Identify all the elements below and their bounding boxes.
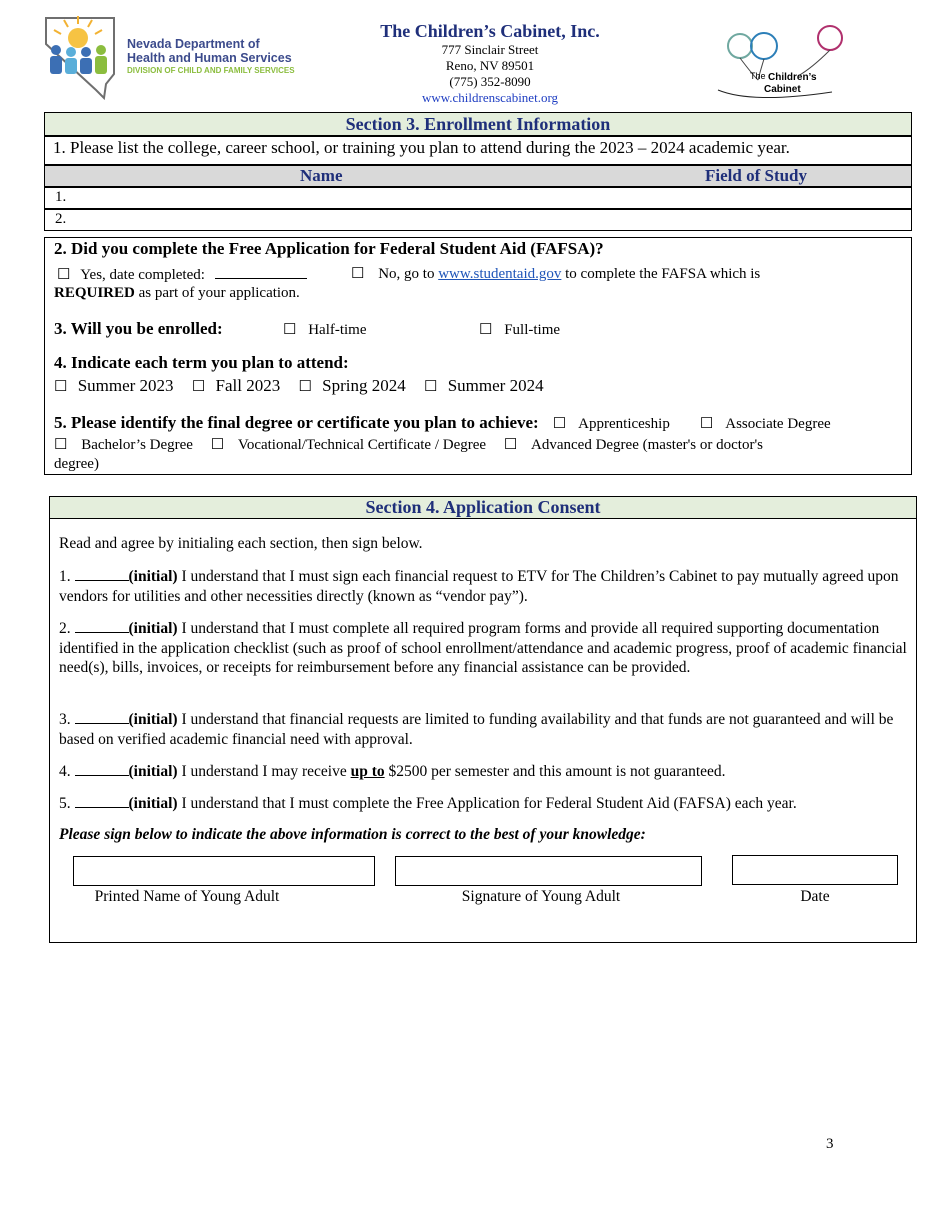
q3-halftime-label: Half-time — [308, 322, 367, 338]
q4-terms — [54, 376, 544, 396]
date-label: Date — [800, 888, 830, 905]
q3-halftime — [283, 320, 367, 339]
q5-bachelor-checkbox[interactable]: ☐ — [54, 437, 68, 453]
org-website-link[interactable]: www.childrenscabinet.org — [421, 90, 559, 105]
signature-field[interactable] — [395, 856, 702, 886]
section3-title: Section 3. Enrollment Information — [44, 112, 912, 136]
q5-vocational-checkbox[interactable]: ☐ — [210, 437, 225, 453]
q2-no-suffix: to complete the FAFSA which is — [565, 266, 761, 282]
term-summer-2023-label: Summer 2023 — [77, 376, 174, 395]
consent-item-4-num: 4. — [59, 763, 71, 780]
q2-no-row — [351, 264, 760, 283]
childrens-cabinet-logo — [712, 24, 852, 104]
school-row-2-num: 2. — [55, 211, 67, 227]
consent-item-3 — [59, 709, 907, 749]
q5-vocational-label: Vocational/Technical Certificate / Degree — [237, 437, 487, 453]
studentaid-link[interactable]: www.studentaid.gov — [438, 266, 562, 282]
balloons-icon — [712, 24, 852, 104]
org-name: The Children’s Cabinet, Inc. — [380, 21, 600, 41]
consent-intro: Read and agree by initialing each section, then sign below. — [59, 535, 423, 552]
q2-no-checkbox[interactable]: ☐ — [351, 266, 365, 282]
printed-name-label: Printed Name of Young Adult — [94, 888, 280, 905]
consent-item-2-text: I understand that I must complete all required program forms and provide all required supporting documentation identified in the application checklist (such as proof of school enrollment/attendance and academic progress, proof of academic financial need(s), bills, invoices, or receipts for reimbursement before any financial assistance can be provided. — [59, 620, 907, 676]
org-phone: (775) 352-8090 — [449, 74, 531, 89]
initial-label-2: (initial) — [128, 620, 178, 637]
initial-label-1: (initial) — [128, 568, 178, 585]
section3-q1: 1. Please list the college, career school, or training you plan to attend during the 2023 – 2024 academic year. — [44, 136, 912, 165]
section4-title: Section 4. Application Consent — [49, 496, 917, 519]
consent-item-1-text: I understand that I must sign each financial request to ETV for The Children’s Cabinet to pay mutually agreed upon vendors for utilities and other necessities directly (known as “vendor pay”). — [59, 568, 899, 605]
q3-halftime-checkbox[interactable]: ☐ — [283, 322, 297, 338]
term-summer-2024-label: Summer 2024 — [447, 376, 544, 395]
consent-item-2-num: 2. — [59, 620, 71, 637]
initial-field-2[interactable] — [75, 618, 129, 633]
consent-item-5 — [59, 793, 907, 814]
q2-no-prefix: No, go to — [378, 266, 435, 282]
col-field-header: Field of Study — [705, 166, 808, 185]
q5-advanced-label: Advanced Degree (master's or doctor's — [531, 437, 763, 453]
initial-field-4[interactable] — [75, 761, 129, 776]
org-city: Reno, NV 89501 — [445, 58, 535, 73]
cc-logo-the: The — [750, 71, 766, 81]
q5-bachelor-label: Bachelor’s Degree — [81, 437, 193, 453]
q5-row2 — [54, 435, 763, 454]
term-fall-2023-label: Fall 2023 — [215, 376, 281, 395]
q4-question: 4. Indicate each term you plan to attend: — [54, 353, 349, 372]
q5-associate-label: Associate Degree — [725, 416, 831, 432]
cc-logo-children: Children’s — [768, 72, 817, 83]
consent-item-3-text: I understand that financial requests are limited to funding availability and that funds are not guaranteed and will be based on verified academic financial need with approval. — [59, 711, 894, 748]
enrollment-questions — [44, 237, 912, 475]
q3-fulltime-label: Full-time — [504, 322, 561, 338]
term-summer-2023-checkbox[interactable]: ☐ — [54, 379, 68, 395]
consent-item-5-num: 5. — [59, 795, 71, 812]
term-summer-2024-checkbox[interactable]: ☐ — [424, 379, 438, 395]
q5-advanced-label-cont: degree) — [54, 456, 99, 472]
q3-fulltime-checkbox[interactable]: ☐ — [479, 322, 493, 338]
school-row-2[interactable] — [44, 209, 912, 231]
consent-item-4-text-a: I understand I may receive — [181, 763, 347, 780]
consent-item-1-num: 1. — [59, 568, 71, 585]
q2-required-line — [54, 285, 300, 302]
q2-required: REQUIRED — [54, 285, 135, 301]
initial-label-3: (initial) — [128, 711, 178, 728]
term-fall-2023-checkbox[interactable]: ☐ — [191, 379, 206, 395]
printed-name-field[interactable] — [73, 856, 375, 886]
sign-prompt: Please sign below to indicate the above information is correct to the best of your knowledge: — [59, 826, 646, 843]
q5-apprenticeship-label: Apprenticeship — [578, 416, 670, 432]
q5-row1 — [54, 413, 831, 433]
q5-apprenticeship-checkbox[interactable]: ☐ — [552, 416, 567, 432]
consent-item-4-text-b: $2500 per semester and this amount is not guaranteed. — [388, 763, 726, 780]
org-street: 777 Sinclair Street — [441, 42, 539, 57]
initial-field-1[interactable] — [75, 566, 129, 581]
dhhs-line-3: DIVISION OF CHILD AND FAMILY SERVICES — [127, 66, 295, 75]
initial-label-4: (initial) — [128, 763, 178, 780]
initial-field-5[interactable] — [75, 793, 129, 808]
q3-question: 3. Will you be enrolled: — [54, 319, 223, 338]
consent-section — [49, 496, 917, 943]
q5-associate-checkbox[interactable]: ☐ — [699, 416, 714, 432]
consent-item-5-text: I understand that I must complete the Free Application for Federal Student Aid (FAFSA) each year. — [181, 795, 797, 812]
q5-advanced-checkbox[interactable]: ☐ — [503, 437, 518, 453]
school-table-header — [44, 165, 912, 187]
q2-date-field[interactable] — [215, 264, 307, 279]
dhhs-line-1: Nevada Department of — [127, 37, 260, 51]
date-field[interactable] — [732, 855, 898, 885]
consent-item-4 — [59, 761, 907, 782]
consent-item-1 — [59, 566, 907, 606]
school-row-1[interactable] — [44, 187, 912, 209]
page-number: 3 — [826, 1136, 834, 1152]
consent-item-3-num: 3. — [59, 711, 71, 728]
col-name-header: Name — [300, 166, 343, 185]
initial-label-5: (initial) — [128, 795, 178, 812]
signature-label: Signature of Young Adult — [461, 888, 621, 905]
q2-yes-checkbox[interactable]: ☐ — [57, 267, 71, 283]
q2-yes-row — [57, 264, 307, 284]
org-info — [340, 20, 640, 106]
initial-field-3[interactable] — [75, 709, 129, 724]
q2-yes-label: Yes, date completed: — [80, 267, 205, 283]
consent-item-2 — [59, 618, 907, 678]
q5-question: 5. Please identify the final degree or certificate you plan to achieve: — [54, 413, 539, 432]
q3-fulltime — [479, 320, 560, 339]
q2-question: 2. Did you complete the Free Application for Federal Student Aid (FAFSA)? — [54, 239, 604, 258]
consent-item-4-emph: up to — [350, 763, 385, 780]
school-row-1-num: 1. — [55, 189, 67, 205]
term-spring-2024-label: Spring 2024 — [322, 376, 406, 395]
dhhs-wordmark — [127, 37, 297, 76]
nevada-state-icon — [44, 14, 126, 100]
cc-logo-cabinet: Cabinet — [764, 84, 801, 95]
q2-required-suffix: as part of your application. — [138, 285, 300, 301]
dhhs-line-2: Health and Human Services — [127, 51, 292, 65]
term-spring-2024-checkbox[interactable]: ☐ — [298, 379, 312, 395]
